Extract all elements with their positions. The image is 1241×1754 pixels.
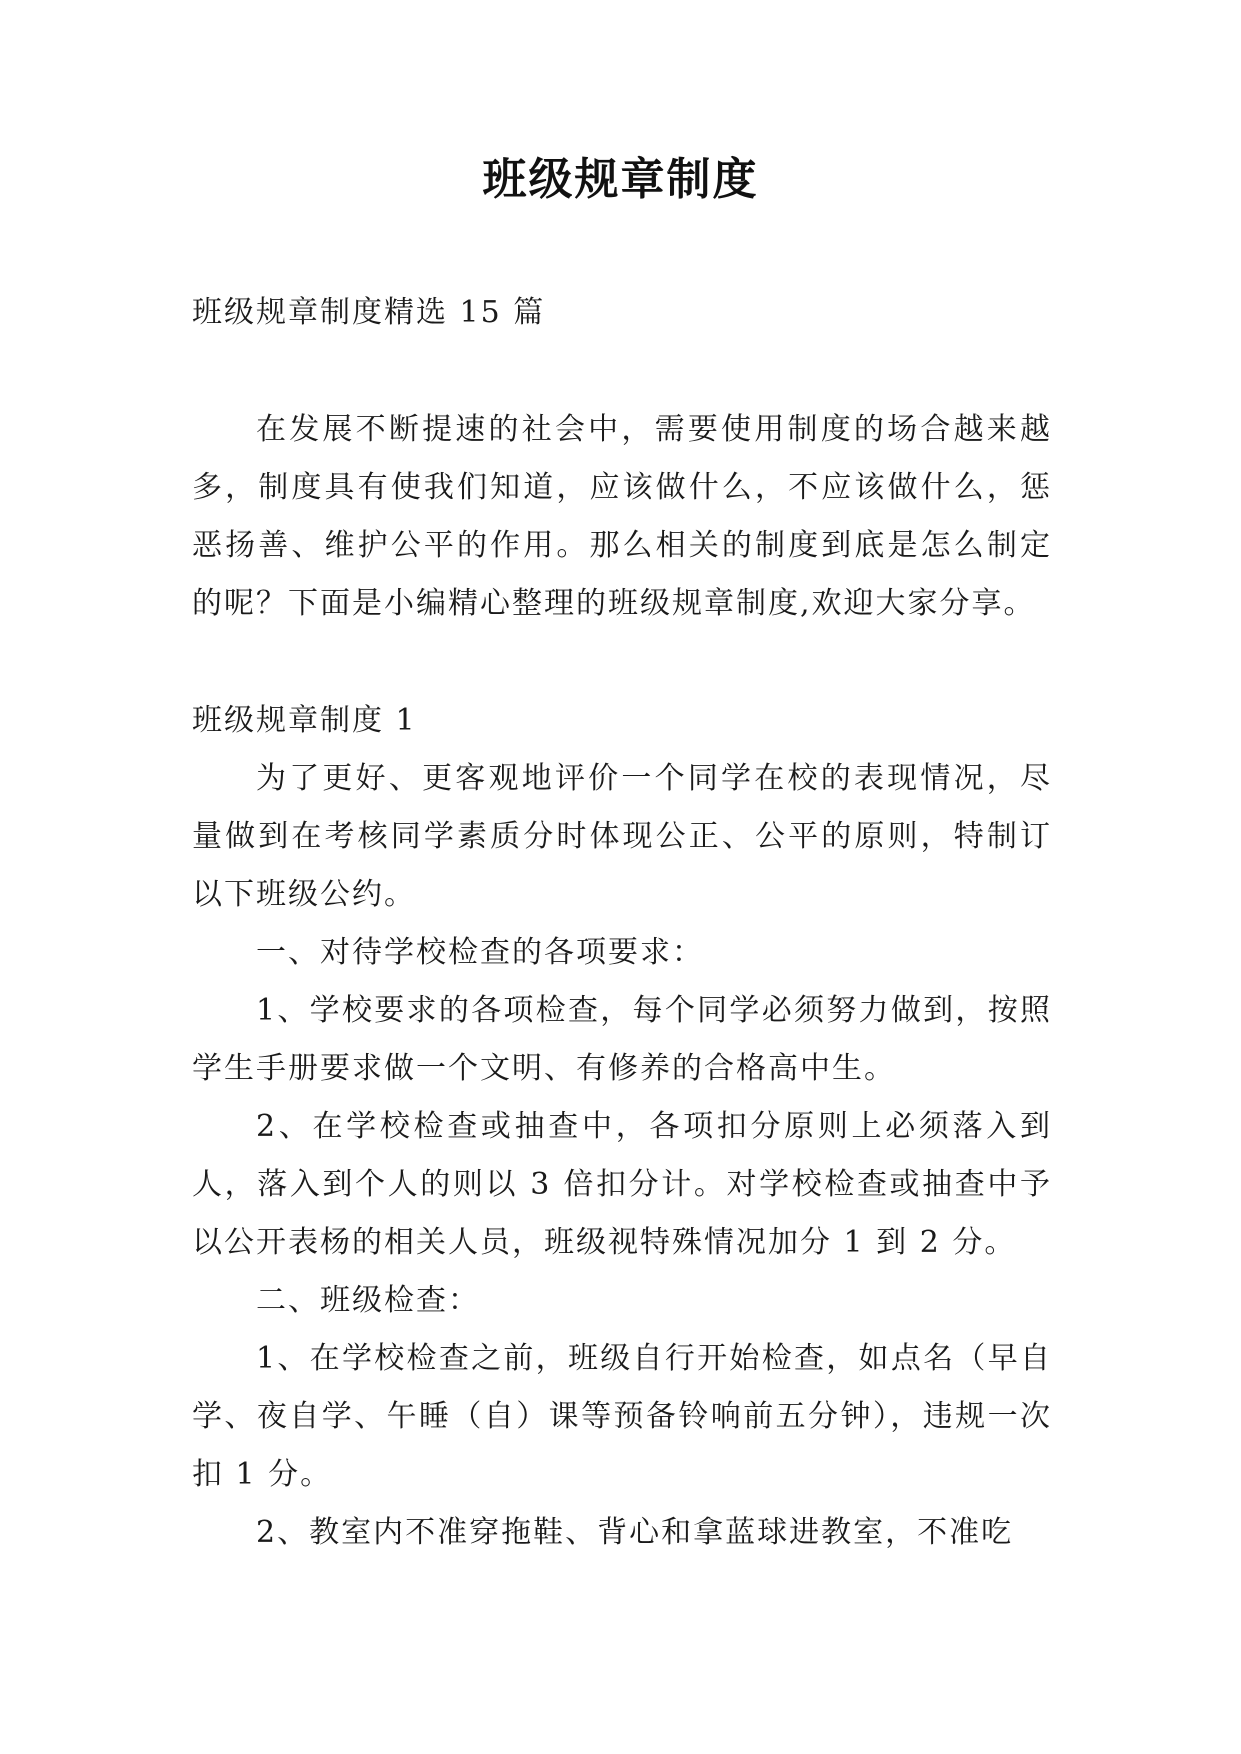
section-heading: 班级规章制度 1 <box>192 703 417 738</box>
section-1 <box>192 692 1052 1562</box>
intro-paragraph: 在发展不断提速的社会中，需要使用制度的场合越来越多，制度具有使我们知道，应该做什么，不应该做什么，惩恶扬善、维护公平的作用。那么相关的制度到底是怎么制定的呢？下面是小编精心整理的班级规章制度,欢迎大家分享。 <box>192 412 1052 621</box>
paragraph: 1、学校要求的各项检查，每个同学必须努力做到，按照学生手册要求做一个文明、有修养的合格高中生。 <box>192 993 1052 1086</box>
document-title: 班级规章制度 <box>482 154 759 205</box>
paragraph: 一、对待学校检查的各项要求： <box>256 935 704 970</box>
subtitle-text: 班级规章制度精选 15 篇 <box>192 295 546 330</box>
paragraph: 为了更好、更客观地评价一个同学在校的表现情况，尽量做到在考核同学素质分时体现公正、公平的原则，特制订以下班级公约。 <box>192 761 1052 912</box>
paragraph: 二、班级检查： <box>256 1283 480 1318</box>
paragraph: 2、在学校检查或抽查中，各项扣分原则上必须落入到人，落入到个人的则以 3 倍扣分计。对学校检查或抽查中予以公开表杨的相关人员，班级视特殊情况加分 1 到 2 分。 <box>192 1109 1052 1260</box>
document-subtitle <box>192 284 1052 342</box>
paragraph: 2、教室内不准穿拖鞋、背心和拿蓝球进教室，不准吃 <box>256 1515 1014 1550</box>
paragraph: 1、在学校检查之前，班级自行开始检查，如点名（早自学、夜自学、午睡（自）课等预备铃响前五分钟），违规一次扣 1 分。 <box>192 1341 1052 1492</box>
intro-block <box>192 401 1052 633</box>
